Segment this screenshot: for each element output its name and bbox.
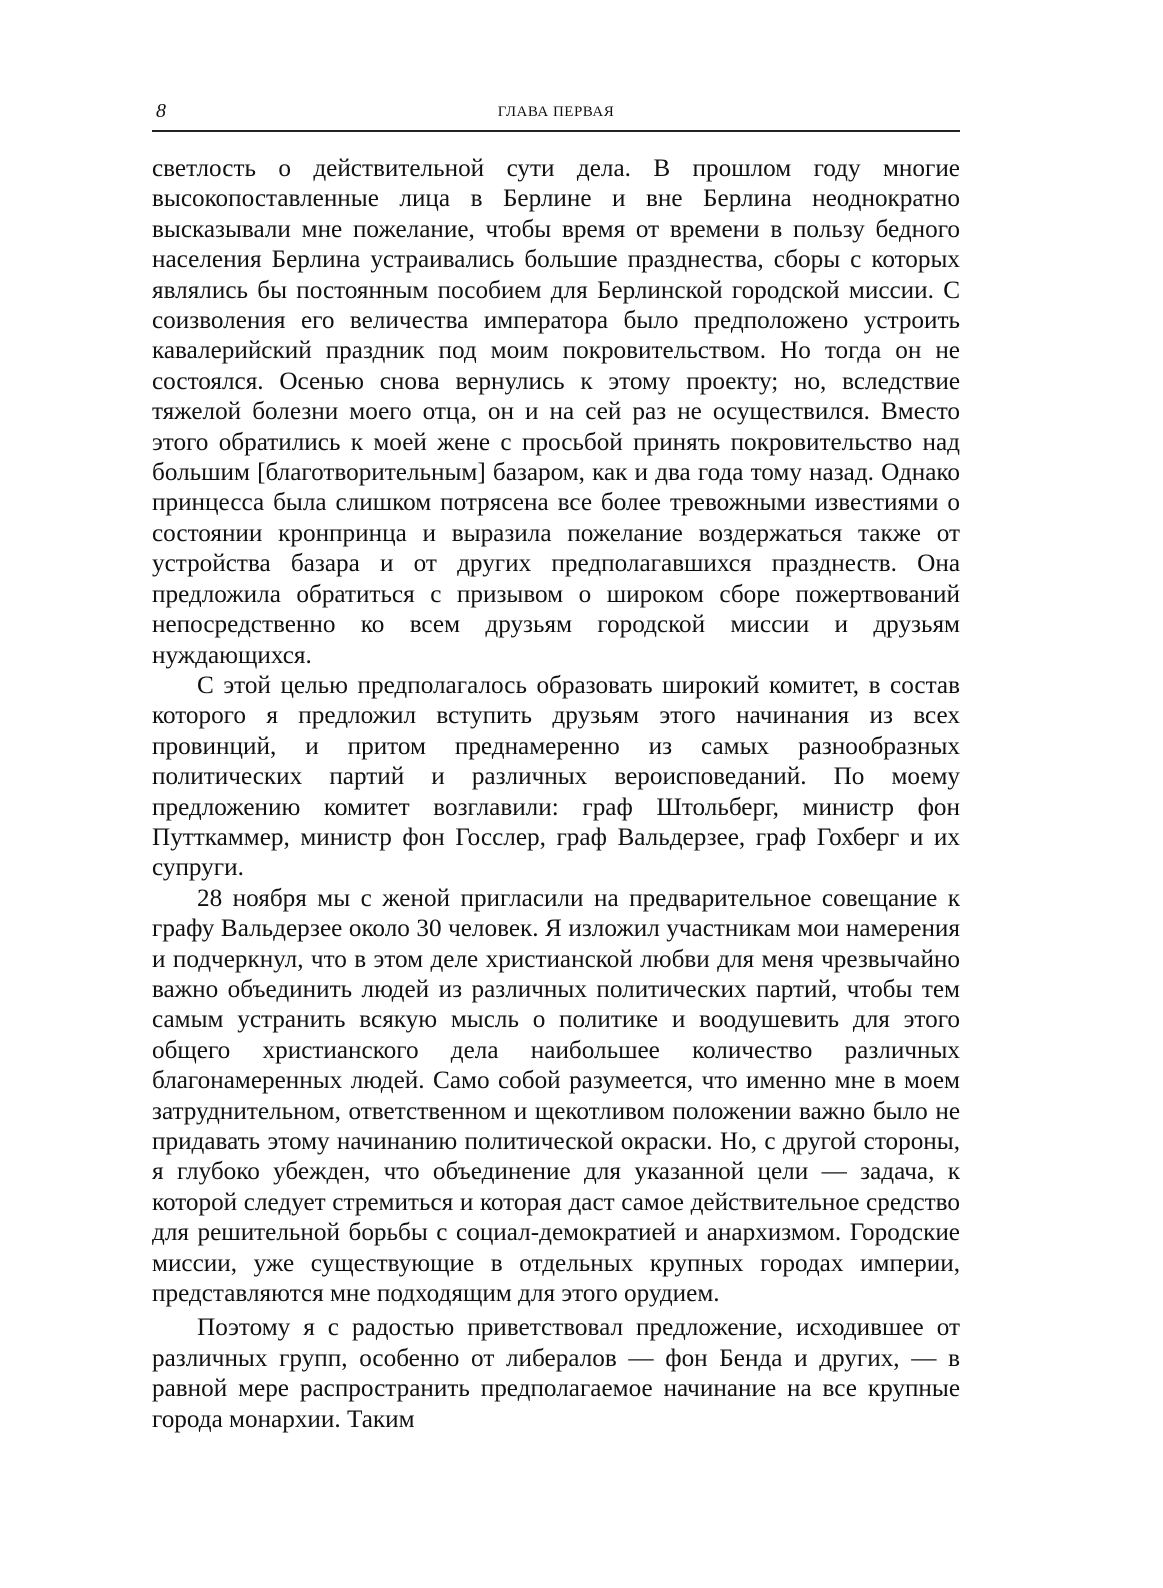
- body-text: [152, 154, 960, 1435]
- running-head: ГЛАВА ПЕРВАЯ: [497, 104, 615, 120]
- book-page: [152, 100, 960, 1433]
- header-rule: [152, 130, 960, 132]
- paragraph-4: Поэтому я с радостью приветствовал предложение, исходившее от различных групп, особенно от либералов — фон Бенда и других, — в равной мере распространить предполагаемое начинание на все крупные города монархии. Таким: [152, 1314, 960, 1433]
- paragraph-1: светлость о действительной сути дела. В прошлом году многие высокопоставленные лица в Берлине и вне Берлина неоднократно высказывали мне пожелание, чтобы время от времени в пользу бедного населения Берлина устраивались большие празднества, сборы с которых являлись бы постоянным пособием для Берлинской городской миссии. С соизволения его величества императора было предположено устроить кавалерийский праздник под моим покровительством. Но тогда он не состоялся. Осенью снова вернулись к этому проекту; но, вследствие тяжелой болезни моего отца, он и на сей раз не осуществился. Вместо этого обратились к моей жене с просьбой принять покровительство над большим [благотворительным] базаром, как и два года тому назад. Однако принцесса была слишком потрясена все более тревожными известиями о состоянии кронпринца и выразила пожелание воздержаться также от устройства базара и от других предполагавшихся празднеств. Она предложила обратиться с призывом о широком сборе пожертвований непосредственно ко всем друзьям городской миссии и друзьям нуждающихся.: [152, 155, 960, 669]
- paragraph-2: С этой целью предполагалось образовать широкий комитет, в состав которого я предложил вступить друзьям этого начинания из всех провинций, и притом преднамеренно из самых разнообразных политических партий и различных вероисповеданий. По моему предложению комитет возглавили: граф Штольберг, министр фон Путткаммер, министр фон Госслер, граф Вальдерзее, граф Гохберг и их супруги.: [152, 671, 960, 882]
- page-number: 8: [156, 100, 166, 122]
- paragraph-3: 28 ноября мы с женой пригласили на предварительное совещание к графу Вальдерзее около 30 человек. Я изложил участникам мои намерения и подчеркнул, что в этом деле христианской любви для меня чрезвычайно важно объединить людей из различных политических партий, чтобы тем самым устранить всякую мысль о политике и воодушевить для этого общего христианского дела наибольшее количество различных благонамеренных людей. Само собой разумеется, что именно мне в моем затруднительном, ответственном и щекотливом положении важно было не придавать этому начинанию политической окраски. Но, с другой стороны, я глубоко убежден, что объединение для указанной цели — задача, к которой следует стремиться и которая даст самое действительное средство для решительной борьбы с социал-демократией и анархизмом. Городские миссии, уже существующие в отдельных крупных городах империи, представляются мне подходящим для этого орудием.: [152, 884, 960, 1308]
- page-header: [152, 100, 960, 128]
